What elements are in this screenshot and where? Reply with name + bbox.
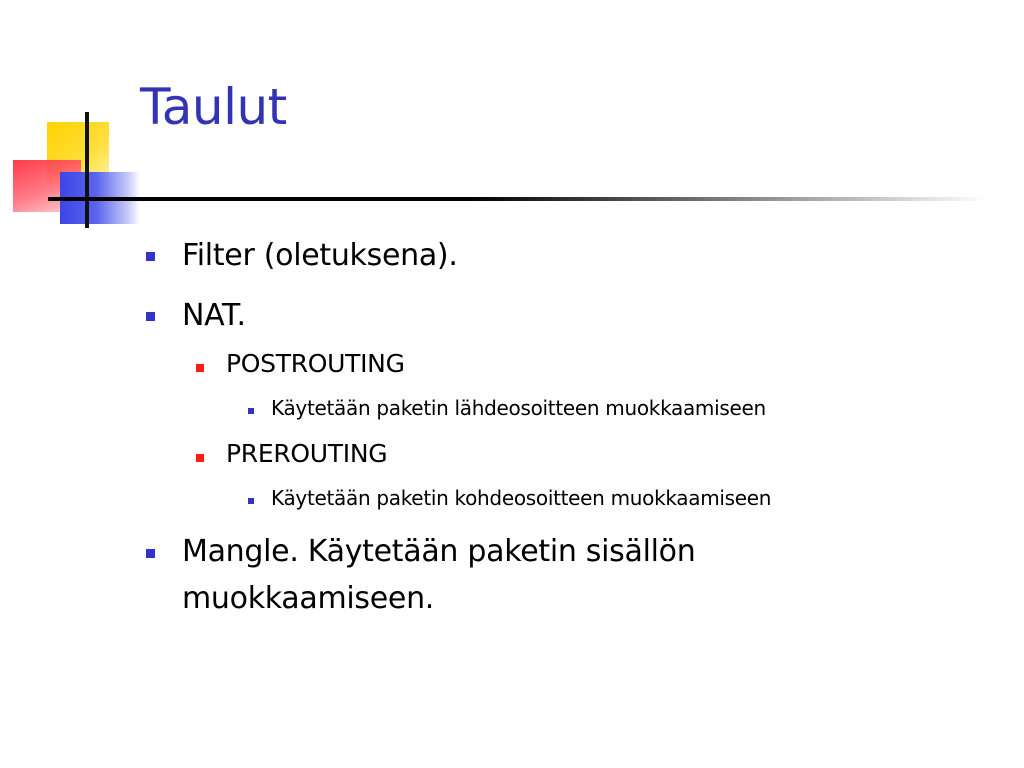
sub-sub-bullet-marker xyxy=(248,498,254,504)
bullet-marker xyxy=(146,312,155,321)
sub-bullet-postrouting: POSTROUTING xyxy=(226,349,405,378)
sub-sub-bullet-marker xyxy=(248,408,254,414)
sub-sub-bullet-prerouting-desc: Käytetään paketin kohdeosoitteen muokkaamiseen xyxy=(271,486,772,510)
bullet-mangle-continuation: muokkaamiseen. xyxy=(182,581,435,616)
slide-title: Taulut xyxy=(140,78,287,136)
sub-sub-bullet-postrouting-desc: Käytetään paketin lähdeosoitteen muokkaamiseen xyxy=(271,396,766,420)
sub-bullet-prerouting: PREROUTING xyxy=(226,439,388,468)
bullet-filter: Filter (oletuksena). xyxy=(182,238,458,273)
sub-bullet-marker xyxy=(196,364,204,372)
bullet-nat: NAT. xyxy=(182,298,246,333)
bullet-marker xyxy=(146,252,155,261)
sub-bullet-marker xyxy=(196,454,204,462)
bullet-mangle: Mangle. Käytetään paketin sisällön xyxy=(182,534,696,569)
bullet-marker xyxy=(146,549,155,558)
